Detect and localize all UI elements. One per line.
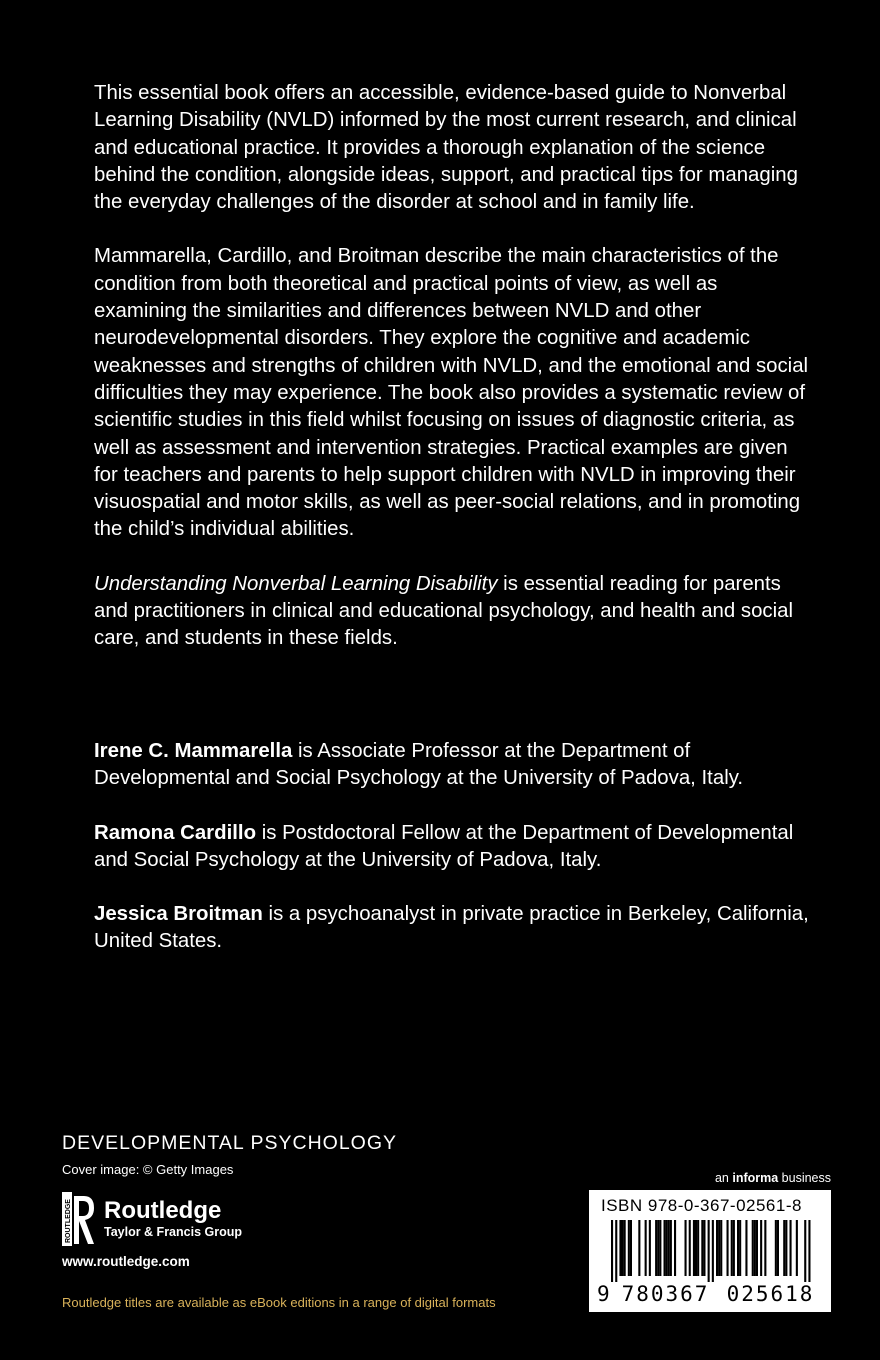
barcode-digit-group-right: 025618	[726, 1282, 815, 1306]
barcode-bar	[756, 1220, 758, 1276]
barcode-bar	[645, 1220, 647, 1276]
barcode-bar	[624, 1220, 626, 1276]
informa-business-tag	[715, 1171, 831, 1185]
barcode-bar	[731, 1220, 733, 1276]
informa-prefix: an	[714, 1171, 733, 1185]
barcode-bar	[622, 1220, 624, 1276]
barcode-bar	[764, 1220, 766, 1276]
barcode-bar	[689, 1220, 691, 1276]
author-bio	[94, 901, 814, 956]
blurb-paragraph-3-text: is essential reading for parents and practitioners in clinical and educational psychology, and health and social care, and students in these fields.	[94, 572, 794, 650]
barcode-bar	[615, 1220, 617, 1282]
barcode-bar	[760, 1220, 762, 1276]
barcode-bar	[777, 1220, 779, 1276]
barcode-bar	[638, 1220, 640, 1276]
barcode-bar	[796, 1220, 798, 1276]
barcode-bar	[666, 1220, 668, 1276]
informa-suffix: business	[778, 1171, 831, 1185]
isbn-barcode	[589, 1190, 831, 1312]
publisher-logo	[62, 1192, 242, 1246]
author-bio	[94, 820, 814, 875]
logo-vertical-text: ROUTLEDGE	[65, 1199, 72, 1243]
publisher-name: Routledge	[104, 1197, 222, 1224]
author-bio	[94, 738, 814, 793]
barcode-bar	[718, 1220, 720, 1276]
author-name: Ramona Cardillo	[94, 821, 257, 844]
barcode-bar	[808, 1220, 810, 1282]
barcode-bar	[733, 1220, 735, 1276]
barcode-digit-first: 9	[597, 1282, 610, 1306]
barcode-bar	[752, 1220, 754, 1276]
barcode-bar	[685, 1220, 687, 1276]
barcode-bar	[701, 1220, 703, 1276]
isbn-label: ISBN 978-0-367-02561-8	[601, 1196, 802, 1215]
barcode-bar	[739, 1220, 741, 1276]
barcode-bar	[664, 1220, 666, 1276]
blurb-paragraph-1: This essential book offers an accessible, evidence-based guide to Nonverbal Learning Disability (NVLD) informed by the most current research, and clinical and educational practice. It provides a thorough explanation of the science behind the condition, alongside ideas, support, and practical tips for managing the everyday challenges of the disorder at school and in family life.	[94, 82, 798, 214]
publisher-wordmark	[104, 1198, 242, 1240]
publisher-group: Taylor & Francis Group	[104, 1225, 242, 1239]
barcode-digit-group-left: 780367	[621, 1282, 710, 1306]
barcode-bar	[611, 1220, 613, 1282]
barcode-bar	[754, 1220, 756, 1276]
barcode-bar	[693, 1220, 695, 1276]
book-title: Understanding Nonverbal Learning Disability	[94, 572, 498, 595]
ebook-availability-note: Routledge titles are available as eBook editions in a range of digital formats	[62, 1295, 496, 1310]
barcode-bar	[630, 1220, 632, 1276]
author-bio-text: is Associate Professor at the Department of Developmental and Social Psychology at the University of Padova, Italy.	[94, 740, 744, 790]
blurb-section	[94, 80, 814, 680]
barcode-bar	[790, 1220, 792, 1276]
barcode-bar	[649, 1220, 651, 1276]
barcode-bar	[703, 1220, 705, 1276]
barcode-bar	[695, 1220, 697, 1276]
barcode-bar	[720, 1220, 722, 1276]
cover-image-credit: Cover image: © Getty Images	[62, 1162, 234, 1177]
barcode-bar	[670, 1220, 672, 1276]
author-bios	[94, 738, 814, 983]
barcode-bar	[668, 1220, 670, 1276]
barcode-bar	[708, 1220, 710, 1282]
barcode-digits	[597, 1282, 823, 1306]
author-bio-text: is a psychoanalyst in private practice in Berkeley, California, United States.	[94, 903, 809, 953]
blurb-paragraph-3	[94, 571, 814, 653]
barcode-bars	[597, 1220, 823, 1282]
blurb-paragraph-2: Mammarella, Cardillo, and Broitman describe the main characteristics of the condition from both theoretical and practical points of view, as well as examining the similarities and differences between NVLD and other neurodevelopmental disorders. They explore the cognitive and academic weaknesses and strengths of children with NVLD, and the emotional and social difficulties they may experience. The book also provides a systematic review of scientific studies in this field whilst focusing on issues of diagnostic criteria, as well as assessment and intervention strategies. Practical examples are given for teachers and parents to help support children with NVLD in improving their visuospatial and motor skills, as well as peer-social relations, and in promoting the child’s individual abilities.	[94, 245, 809, 541]
barcode-bar	[737, 1220, 739, 1276]
barcode-bar	[659, 1220, 661, 1276]
barcode-bar	[628, 1220, 630, 1276]
barcode-bar	[727, 1220, 729, 1276]
barcode-bar	[775, 1220, 777, 1276]
barcode-bar	[785, 1220, 787, 1276]
barcode-bar	[783, 1220, 785, 1276]
subject-category: DEVELOPMENTAL PSYCHOLOGY	[62, 1132, 398, 1154]
routledge-logo-icon	[62, 1192, 96, 1246]
barcode-bar	[619, 1220, 621, 1276]
publisher-website: www.routledge.com	[62, 1254, 190, 1269]
barcode-bar	[716, 1220, 718, 1276]
barcode-bar	[657, 1220, 659, 1276]
barcode-bar	[697, 1220, 699, 1276]
author-bio-text: is Postdoctoral Fellow at the Department of Developmental and Social Psychology at the University of Padova, Italy.	[94, 821, 794, 871]
barcode-bar	[655, 1220, 657, 1276]
informa-brand: informa	[732, 1171, 779, 1185]
author-name: Irene C. Mammarella	[94, 740, 293, 762]
barcode-bar	[745, 1220, 747, 1276]
author-name: Jessica Broitman	[94, 903, 263, 926]
barcode-bar	[712, 1220, 714, 1282]
barcode-bar	[674, 1220, 676, 1276]
barcode-bar	[804, 1220, 806, 1282]
